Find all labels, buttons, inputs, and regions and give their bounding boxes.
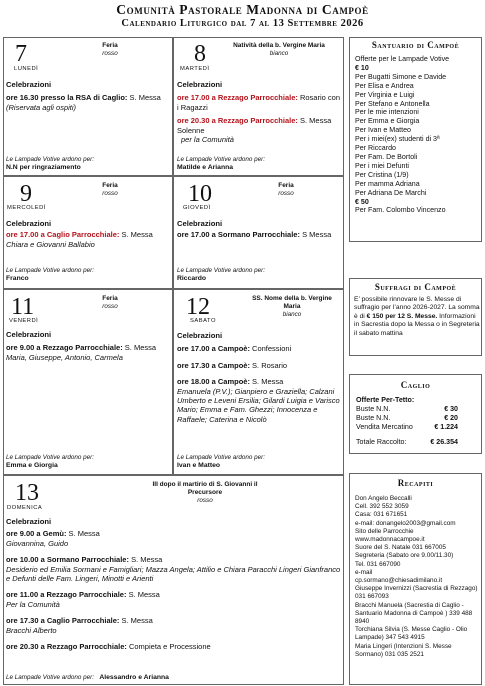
- offerta-item: Per mamma Adriana: [355, 179, 420, 188]
- weekday: VENERDÌ: [9, 318, 39, 324]
- day-liturgy: SS. Nome della b. Vergine Maria bianco: [252, 295, 332, 318]
- recapito-line: Cell. 392 552 3059: [355, 503, 409, 511]
- weekday: SABATO: [190, 318, 216, 324]
- caglio-title: Caglio: [400, 380, 431, 390]
- recapito-line: Tel. 031 667090: [355, 560, 401, 568]
- recapiti-title: Recapiti: [397, 478, 434, 488]
- caglio-row-label: Vendita Mercatino: [356, 422, 413, 431]
- weekday: DOMENICA: [7, 505, 43, 511]
- day-number: 9: [20, 181, 32, 207]
- caglio-row: [356, 414, 458, 423]
- lamp-votive-7: Le Lampade Votive ardono per: N.N per ringraziamento: [6, 156, 94, 172]
- offerta-item: Per i miei Defunti: [355, 161, 410, 170]
- day-number: 11: [11, 294, 35, 320]
- day-number: 7: [15, 41, 27, 67]
- day-liturgy: Feria rosso: [102, 182, 118, 197]
- recapito-line: Suore del S. Natale 031 667005: [355, 544, 446, 552]
- caglio-row: [356, 405, 458, 414]
- caglio-row-value: € 20: [444, 413, 458, 422]
- day-number: 12: [186, 294, 210, 320]
- offerta-item: Per Stefano e Antonella: [355, 99, 430, 108]
- recapito-line: Segreteria (Sabato ore 9.00/11.30): [355, 552, 454, 560]
- suffragi-title: Suffragi di Campoè: [374, 282, 457, 292]
- weekday: MERCOLEDÌ: [7, 205, 46, 211]
- day-9-content: Celebrazioni ore 17.00 a Caglio Parrocchiale: S. Messa Chiara e Giovanni Ballabio: [6, 219, 153, 249]
- recapiti-list: [355, 495, 481, 659]
- lamp-votive-9: Le Lampade Votive ardono per: Franco: [6, 267, 94, 283]
- page-subtitle: Calendario Liturgico dal 7 al 13 Settembre 2026: [121, 18, 364, 29]
- offerta-item: Per i miei(ex) studenti di 3ª: [355, 135, 440, 144]
- recapito-line: www.madonnacampoe.it: [355, 536, 425, 544]
- day-liturgy: III dopo il martirio di S. Giovanni il Precursore rosso: [152, 481, 258, 504]
- lamp-votive-10: Le Lampade Votive ardono per: Riccardo: [177, 267, 265, 283]
- caglio-offerte: Offerte Per-Tetto: Buste N.N. € 30 Buste N.N. € 20 Vendita Mercatino € 1.224 Totale Raccolto: € 26.354: [356, 396, 458, 446]
- recapito-line: Torchiana Silvia (S. Messe Caglio - Olio Lampade) 347 543 4915: [355, 626, 468, 642]
- day-number: 8: [194, 41, 206, 67]
- recapito-line: Casa: 031 671651: [355, 511, 408, 519]
- day-7-content: Celebrazioni ore 16.30 presso la RSA di Caglio: S. Messa (Riservata agli ospiti): [6, 80, 161, 112]
- day-liturgy: Feria rosso: [102, 42, 118, 57]
- day-number: 13: [15, 480, 39, 506]
- weekday: GIOVEDÌ: [183, 205, 211, 211]
- offerta-item: Per Elisa e Andrea: [355, 81, 414, 90]
- day-11-content: Celebrazioni ore 9.00 a Rezzago Parrocchiale: S. Messa Maria, Giuseppe, Antonio, Carmela: [6, 330, 157, 362]
- offerta-item: Per Fam. Colombo Vincenzo: [355, 206, 446, 215]
- caglio-row-value: € 1.224: [434, 422, 458, 431]
- weekday: MARTEDÌ: [180, 66, 210, 72]
- day-liturgy: Feria rosso: [278, 182, 294, 197]
- lamp-votive-13: Le Lampade Votive ardono per: Alessandro e Arianna: [6, 674, 169, 681]
- recapito-line: e-mail: [355, 568, 373, 576]
- santuario-offerte: Offerte per le Lampade Votive € 10 Per Bugatti Simone e Davide Per Elisa e Andrea Per Virginia e Luigi Per Stefano e Antonella Per le mie intenzioni Per Emma e Giorgia Per Ivan e Matteo Per i miei(ex) studenti di 3ª Per Riccardo Per Fam. De Bortoli Per i miei Defunti Per Cristina (1/9) Per mamma Adriana Per Adriana De Marchi € 50 Per Fam. Colombo Vincenzo: [355, 55, 480, 215]
- offerta-item: Per Ivan e Matteo: [355, 126, 411, 135]
- offerta-item: Per Bugatti Simone e Davide: [355, 72, 447, 81]
- santuario-title: Santuario di Campoè: [371, 40, 460, 50]
- lamp-votive-11: Le Lampade Votive ardono per: Emma e Giorgia: [6, 454, 94, 470]
- offerta-item: Per Adriana De Marchi: [355, 188, 427, 197]
- recapito-line: cp.sormano@chiesadimilano.it: [355, 577, 443, 585]
- offerta-item: Per le mie intenzioni: [355, 108, 419, 117]
- page-title: Comunità Pastorale Madonna di Campoè: [116, 2, 369, 17]
- day-12-content: Celebrazioni ore 17.00 a Campoè: Confessioni ore 17.30 a Campoè: S. Rosario ore 18.00 a Campoè: S. Messa Emanuela (P.V.); Gianpiero e Graziella; Calzani Umberto e Leveni Ersilia; Gilardi Luigia e Varisco Mario; Emma e Fam. Ghezzi; Innocenza e Raffaele; Caterina e Nicolò: [177, 331, 340, 424]
- day-8-content: Celebrazioni ore 17.00 a Rezzago Parrocchiale: Rosario con i Ragazzi ore 20.30 a Rezzago Parrocchiale: S. Messa Solenne per la Comunità: [177, 80, 340, 145]
- recapito-line: Maria Lingeri (Intenzioni S. Messe Sormano) 031 035 2521: [355, 642, 452, 658]
- day-number: 10: [188, 181, 212, 207]
- day-13-content: Celebrazioni ore 9.00 a Gemù: S. Messa Giovannina, Guido ore 10.00 a Sormano Parrocchiale: S. Messa Desiderio ed Emilia Sormani e Famigliari; Mazza Angela; Attilio e Chiara Paracchi Lingeri Gianfranco e Defunti delle Fam. Lingeri, Minotti e Arienti ore 11.00 a Rezzago Parrocchiale: S. Messa Per la Comunità ore 17.30 a Caglio Parrocchiale: S. Messa Bracchi Alberto ore 20.30 a Rezzago Parrocchiale: Compieta e Processione: [6, 517, 341, 652]
- day-liturgy: Natività della b. Vergine Maria bianco: [233, 42, 325, 57]
- offerta-item: Per Cristina (1/9): [355, 170, 409, 179]
- day-10-content: Celebrazioni ore 17.00 a Sormano Parrocchiale: S Messa: [177, 219, 332, 240]
- recapito-line: Don Angelo Beccalli: [355, 495, 412, 502]
- caglio-row-label: Buste N.N.: [356, 404, 391, 413]
- recapito-line: Giuseppe Invernizzi (Sacrestia di Rezzago) 031 667093: [355, 585, 478, 601]
- suffragi-text: E’ possibile rinnovare le S. Messe di suffragio per l’anno 2026-2027. La somma è di € 150 per 12 S. Messe. Informazioni in Sacrestia dopo la Messa o in Segreteria il sabato mattina: [354, 296, 480, 337]
- weekday: LUNEDÌ: [14, 66, 39, 72]
- offerta-item: Per Emma e Giorgia: [355, 117, 420, 126]
- offerta-item: Per Virginia e Luigi: [355, 90, 415, 99]
- caglio-row-value: € 30: [444, 404, 458, 413]
- recapito-line: Bracchi Manuela (Sacrestia di Caglio - Santuario Madonna di Campoè ) 339 488 8940: [355, 601, 473, 626]
- lamp-votive-12: Le Lampade Votive ardono per: Ivan e Matteo: [177, 454, 265, 470]
- lamp-votive-8: Le Lampade Votive ardono per: Matilde e Arianna: [177, 156, 265, 172]
- recapito-line: e-mail: donangelo2003@gmail.com: [355, 519, 456, 527]
- offerta-item: Per Fam. De Bortoli: [355, 152, 418, 161]
- day-liturgy: Feria rosso: [102, 295, 118, 310]
- offerta-item: Per Riccardo: [355, 144, 397, 153]
- caglio-row: [356, 423, 458, 432]
- caglio-row-label: Buste N.N.: [356, 413, 391, 422]
- recapito-line: Sito delle Parrocchie: [355, 527, 414, 535]
